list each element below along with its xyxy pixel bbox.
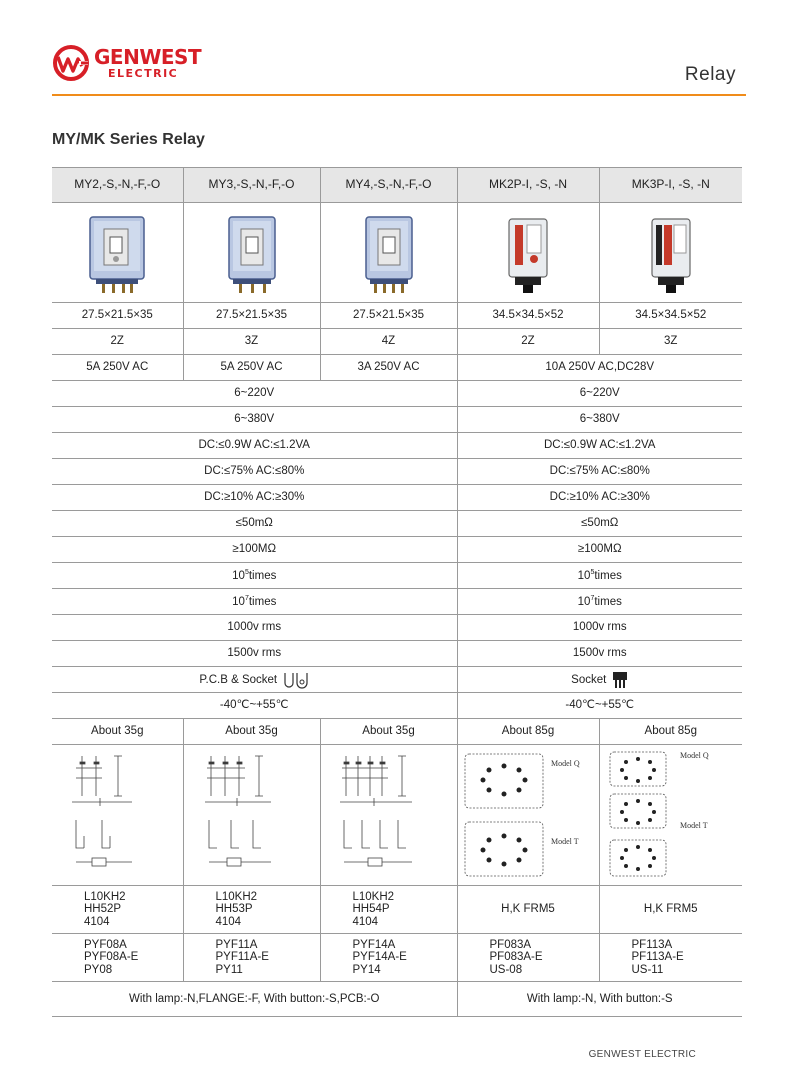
options-text: With lamp:-N,FLANGE:-F, With button:-S,PCB:-O	[52, 982, 457, 1017]
wiring-diagram-cell	[320, 745, 457, 886]
mounting-label: P.C.B & Socket	[199, 673, 278, 686]
socket-model: PYF08A-E	[84, 951, 139, 964]
spec-value	[457, 563, 742, 589]
socket-icon	[612, 670, 628, 690]
rating-value: 3A 250V AC	[320, 355, 457, 381]
socket-list	[52, 886, 183, 934]
socket-model: PY11	[215, 963, 243, 976]
socket-model: H,K FRM5	[501, 903, 555, 916]
page-title: Relay	[684, 64, 736, 85]
socket-model: PYF08A	[84, 939, 127, 952]
model-name: MK2P-I, -S, -N	[457, 168, 599, 203]
socket-model: PF083A-E	[489, 951, 543, 964]
socket-list	[457, 886, 599, 934]
brand-name: GENWEST	[94, 45, 202, 69]
life-exponent: 5	[590, 568, 595, 576]
dimensions-row	[52, 303, 742, 329]
relay-image-cell	[599, 203, 742, 303]
life-exponent: 5	[244, 568, 249, 576]
model-q-label: Model Q	[679, 750, 709, 760]
voltage-ac-row	[52, 381, 742, 407]
socket-list	[457, 934, 599, 982]
my2-wiring-diagram	[62, 748, 172, 883]
spec-value	[457, 667, 742, 693]
spec-value: 1500v rms	[52, 641, 457, 667]
rating-value: 5A 250V AC	[52, 355, 183, 381]
section-title: MY/MK Series Relay	[52, 131, 205, 148]
socket-model: PYF11A	[215, 939, 258, 952]
socket-model: H,K FRM5	[643, 903, 698, 916]
relay-image-cell	[320, 203, 457, 303]
socket-model: L10KH2	[215, 891, 258, 904]
power-row	[52, 433, 742, 459]
socket-list	[183, 886, 320, 934]
insulation-row	[52, 537, 742, 563]
model-t-label: Model T	[679, 820, 708, 830]
spec-value: -40℃~+55℃	[52, 693, 457, 719]
my4-relay-image	[354, 211, 424, 295]
life-base: 10	[577, 569, 591, 582]
model-name: MY3,-S,-N,-F,-O	[183, 168, 320, 203]
socket-model: US-08	[489, 963, 523, 976]
spec-value	[52, 589, 457, 615]
contact-value: 2Z	[457, 329, 599, 355]
life-unit: times	[248, 569, 277, 582]
options-text: With lamp:-N, With button:-S	[457, 982, 742, 1017]
temperature-row	[52, 693, 742, 719]
mounting-label: Socket	[571, 673, 607, 686]
dielectric-2-row	[52, 641, 742, 667]
spec-value: 6~380V	[52, 407, 457, 433]
model-name: MY2,-S,-N,-F,-O	[52, 168, 183, 203]
brand-logo	[52, 44, 201, 82]
socket-model: L10KH2	[84, 891, 126, 904]
dimension-value: 27.5×21.5×35	[52, 303, 183, 329]
pickup-row	[52, 459, 742, 485]
life-unit: times	[594, 569, 622, 582]
socket-model: US-11	[631, 963, 664, 976]
socket-model: PY14	[352, 963, 381, 976]
socket-row-b	[52, 934, 742, 982]
socket-list	[599, 934, 742, 982]
relay-image-cell	[457, 203, 599, 303]
contact-value: 3Z	[599, 329, 742, 355]
spec-value: 1000v rms	[52, 615, 457, 641]
wiring-diagram-cell	[183, 745, 320, 886]
spec-value: 1500v rms	[457, 641, 742, 667]
weight-value: About 35g	[320, 719, 457, 745]
spec-value	[52, 563, 457, 589]
rating-row	[52, 355, 742, 381]
socket-list	[320, 934, 457, 982]
contacts-row	[52, 329, 742, 355]
spec-value: DC:≤75% AC:≤80%	[457, 459, 742, 485]
pcb-socket-icon	[283, 671, 309, 689]
socket-list	[599, 886, 742, 934]
model-q-label: Model Q	[551, 758, 580, 768]
life-unit: times	[594, 595, 622, 608]
page-footer: GENWEST ELECTRIC	[588, 1049, 696, 1060]
brand-subname: ELECTRIC	[108, 67, 179, 80]
spec-value: 6~220V	[52, 381, 457, 407]
spec-value: ≥100MΩ	[457, 537, 742, 563]
dimension-value: 27.5×21.5×35	[183, 303, 320, 329]
model-header-row	[52, 168, 742, 203]
my2-relay-image	[82, 211, 152, 295]
life-base: 10	[232, 569, 245, 582]
weight-row	[52, 719, 742, 745]
mounting-row	[52, 667, 742, 693]
socket-list	[320, 886, 457, 934]
spec-value: DC:≤0.9W AC:≤1.2VA	[457, 433, 742, 459]
spec-value: ≤50mΩ	[52, 511, 457, 537]
dimension-value: 34.5×34.5×52	[599, 303, 742, 329]
socket-model: 4104	[84, 915, 110, 928]
wiring-diagram-cell	[457, 745, 599, 886]
model-t-label: Model T	[551, 836, 579, 846]
my3-wiring-diagram	[197, 748, 307, 883]
socket-model: PYF14A	[352, 939, 396, 952]
spec-value: DC:≤75% AC:≤80%	[52, 459, 457, 485]
dimension-value: 34.5×34.5×52	[457, 303, 599, 329]
contact-value: 4Z	[320, 329, 457, 355]
spec-value: DC:≤0.9W AC:≤1.2VA	[52, 433, 457, 459]
model-name: MK3P-I, -S, -N	[599, 168, 742, 203]
relay-image-cell	[52, 203, 183, 303]
relay-image-cell	[183, 203, 320, 303]
socket-row-a	[52, 886, 742, 934]
rating-value: 10A 250V AC,DC28V	[457, 355, 742, 381]
weight-value: About 35g	[52, 719, 183, 745]
socket-list	[52, 934, 183, 982]
life-exponent: 7	[590, 594, 595, 602]
life-exponent: 7	[244, 594, 249, 602]
wiring-diagram-cell	[52, 745, 183, 886]
contact-value: 2Z	[52, 329, 183, 355]
socket-model: HH54P	[352, 903, 390, 916]
mk3p-relay-image	[636, 211, 706, 295]
life-base: 10	[232, 595, 245, 608]
life-unit: times	[248, 595, 277, 608]
spec-value: 6~220V	[457, 381, 742, 407]
spec-value: 6~380V	[457, 407, 742, 433]
socket-model: HH52P	[84, 903, 122, 916]
contact-value: 3Z	[183, 329, 320, 355]
my4-wiring-diagram	[334, 748, 444, 883]
options-row	[52, 982, 742, 1017]
spec-value: -40℃~+55℃	[457, 693, 742, 719]
spec-value: ≤50mΩ	[457, 511, 742, 537]
diagram-row	[52, 745, 742, 886]
weight-value: About 85g	[457, 719, 599, 745]
socket-model: PY08	[84, 963, 113, 976]
socket-model: L10KH2	[352, 891, 395, 904]
socket-model: PF083A	[489, 939, 532, 952]
spec-value: DC:≥10% AC:≥30%	[52, 485, 457, 511]
socket-model: PF113A-E	[631, 951, 684, 964]
socket-model: 4104	[352, 915, 379, 928]
socket-model: PF113A	[631, 939, 673, 952]
mechanical-life-row	[52, 589, 742, 615]
dielectric-1-row	[52, 615, 742, 641]
spec-value: DC:≥10% AC:≥30%	[457, 485, 742, 511]
rating-value: 5A 250V AC	[183, 355, 320, 381]
wiring-diagram-cell	[599, 745, 742, 886]
voltage-dc-row	[52, 407, 742, 433]
spec-value	[52, 667, 457, 693]
life-base: 10	[577, 595, 591, 608]
dimension-value: 27.5×21.5×35	[320, 303, 457, 329]
release-row	[52, 485, 742, 511]
mk2p-wiring-diagram	[459, 748, 597, 883]
spec-value: 1000v rms	[457, 615, 742, 641]
spec-table	[52, 167, 742, 1017]
contact-resistance-row	[52, 511, 742, 537]
weight-value: About 85g	[599, 719, 742, 745]
spec-value: ≥100MΩ	[52, 537, 457, 563]
spec-value	[457, 589, 742, 615]
mk2p-relay-image	[493, 211, 563, 295]
model-name: MY4,-S,-N,-F,-O	[320, 168, 457, 203]
my3-relay-image	[217, 211, 287, 295]
electrical-life-row	[52, 563, 742, 589]
mk3p-wiring-diagram	[602, 748, 740, 883]
socket-list	[183, 934, 320, 982]
socket-model: PYF11A-E	[215, 951, 269, 964]
header-divider	[52, 94, 746, 96]
genwest-logo-icon	[52, 44, 90, 82]
socket-model: PYF14A-E	[352, 951, 407, 964]
weight-value: About 35g	[183, 719, 320, 745]
product-image-row	[52, 203, 742, 303]
socket-model: HH53P	[215, 903, 253, 916]
socket-model: 4104	[215, 915, 242, 928]
